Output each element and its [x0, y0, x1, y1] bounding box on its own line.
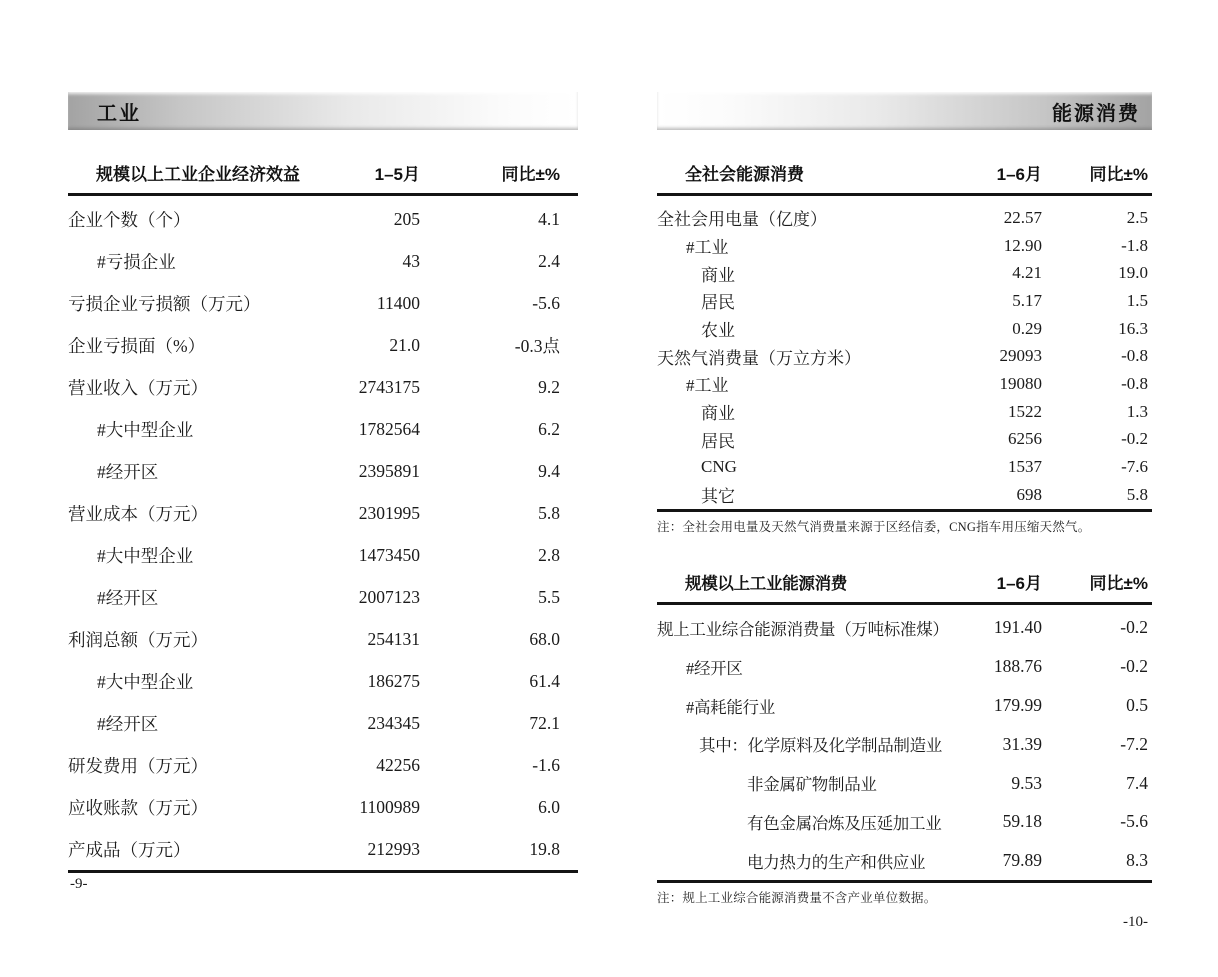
- row-yoy: 68.0: [529, 628, 560, 649]
- row-label: #高耗能行业: [686, 697, 775, 717]
- row-yoy: -0.8: [1121, 373, 1148, 393]
- table-row: [657, 426, 1152, 454]
- row-yoy: -7.6: [1121, 457, 1148, 477]
- table-row: [657, 398, 1152, 426]
- row-label: #亏损企业: [97, 251, 176, 272]
- row-yoy: 4.1: [538, 208, 560, 229]
- row-yoy: -7.2: [1120, 733, 1148, 754]
- row-yoy: 1.5: [1126, 290, 1148, 310]
- row-yoy: 5.8: [538, 502, 560, 523]
- row-yoy: 5.8: [1126, 484, 1148, 504]
- period-column-header: 1–6月: [996, 573, 1042, 593]
- table-row: [68, 240, 578, 282]
- row-label: #经开区: [97, 461, 159, 482]
- row-label: #经开区: [97, 587, 159, 608]
- table-footnote: 注：规上工业综合能源消费量不含产业单位数据。: [657, 891, 937, 906]
- table-row: [68, 534, 578, 576]
- row-value: 12.90: [1003, 235, 1042, 255]
- banner-title: 能源消费: [1052, 102, 1140, 125]
- row-value: 212993: [367, 838, 420, 859]
- row-value: 2007123: [358, 586, 420, 607]
- row-yoy: 7.4: [1126, 772, 1148, 793]
- row-value: 1100989: [359, 796, 420, 817]
- table-title: 全社会能源消费: [685, 165, 804, 184]
- row-yoy: 1.3: [1126, 401, 1148, 421]
- row-label: 产成品（万元）: [68, 839, 191, 860]
- banner-title: 工业: [97, 102, 141, 125]
- table-row: [657, 803, 1152, 842]
- industrial-energy-table: [657, 569, 1152, 932]
- table-row: [657, 204, 1152, 232]
- yoy-column-header: 同比±%: [1089, 573, 1148, 593]
- row-value: 43: [402, 250, 420, 271]
- table-row: [68, 408, 578, 450]
- row-label: #经开区: [686, 658, 743, 678]
- society-energy-table: [657, 160, 1152, 535]
- yoy-column-header: 同比±%: [1089, 165, 1148, 184]
- industry-benefit-table: [68, 160, 578, 873]
- table-row: [68, 702, 578, 744]
- row-label: 居民: [701, 293, 735, 313]
- row-label: 非金属矿物制品业: [747, 775, 877, 795]
- row-value: 19080: [999, 373, 1042, 393]
- table-body: [657, 196, 1152, 512]
- table-row: [657, 370, 1152, 398]
- row-yoy: -0.2: [1120, 617, 1148, 638]
- table-row: [657, 315, 1152, 343]
- page-industry: [68, 92, 578, 873]
- row-label: #经开区: [97, 713, 159, 734]
- table-row: [657, 725, 1152, 764]
- row-label: 有色金属冶炼及压延加工业: [747, 813, 942, 833]
- row-label: 商业: [701, 404, 735, 424]
- row-yoy: -0.3点: [514, 335, 560, 356]
- row-label: 其中：化学原料及化学制品制造业: [699, 736, 943, 756]
- row-yoy: -1.8: [1121, 235, 1148, 255]
- table-row: [657, 481, 1152, 509]
- row-value: 21.0: [389, 334, 420, 355]
- row-yoy: -0.2: [1120, 656, 1148, 677]
- table-footnote: 注：全社会用电量及天然气消费量来源于区经信委，CNG指车用压缩天然气。: [657, 519, 1091, 534]
- row-label: 居民: [701, 431, 735, 451]
- row-label: 应收账款（万元）: [68, 797, 208, 818]
- table-row: [68, 282, 578, 324]
- table-row: [68, 492, 578, 534]
- row-value: 188.76: [993, 656, 1042, 677]
- row-yoy: 0.5: [1126, 695, 1148, 716]
- table-row: [68, 324, 578, 366]
- table-header: [657, 160, 1152, 196]
- row-label: 企业亏损面（%）: [68, 335, 206, 356]
- row-yoy: 2.8: [538, 544, 560, 565]
- row-yoy: -1.6: [532, 754, 560, 775]
- row-value: 205: [393, 208, 420, 229]
- table-row: [657, 287, 1152, 315]
- row-yoy: 8.3: [1126, 850, 1148, 871]
- row-yoy: 9.4: [538, 460, 560, 481]
- row-label: 天然气消费量（万立方米）: [657, 348, 861, 368]
- page-number-right: -10-: [1123, 914, 1148, 931]
- table-row: [68, 744, 578, 786]
- row-value: 29093: [999, 346, 1042, 366]
- row-label: 其它: [701, 487, 735, 507]
- row-yoy: 5.5: [538, 586, 560, 607]
- row-value: 9.53: [1011, 772, 1042, 793]
- period-column-header: 1–5月: [374, 165, 420, 184]
- row-yoy: 6.2: [538, 418, 560, 439]
- row-label: #工业: [686, 376, 729, 396]
- row-value: 1473450: [358, 544, 420, 565]
- row-value: 698: [1016, 484, 1042, 504]
- row-value: 2743175: [358, 376, 420, 397]
- row-value: 79.89: [1002, 850, 1042, 871]
- row-value: 59.18: [1002, 811, 1042, 832]
- row-yoy: -0.2: [1121, 429, 1148, 449]
- row-value: 42256: [376, 754, 420, 775]
- table-row: [68, 660, 578, 702]
- row-label: #大中型企业: [97, 671, 194, 692]
- table-row: [657, 342, 1152, 370]
- row-value: 2301995: [358, 502, 420, 523]
- row-yoy: 19.8: [529, 838, 560, 859]
- table-row: [68, 828, 578, 870]
- row-label: #工业: [686, 238, 729, 258]
- row-label: #大中型企业: [97, 419, 194, 440]
- table-body: [657, 605, 1152, 884]
- row-yoy: -5.6: [532, 292, 560, 313]
- period-column-header: 1–6月: [996, 165, 1042, 184]
- row-value: 234345: [367, 712, 420, 733]
- table-row: [657, 609, 1152, 648]
- row-value: 6256: [1008, 429, 1042, 449]
- row-label: 农业: [701, 321, 735, 341]
- row-value: 22.57: [1003, 207, 1042, 227]
- table-header: [68, 160, 578, 196]
- table-row: [657, 764, 1152, 803]
- row-value: 2395891: [358, 460, 420, 481]
- row-label: 全社会用电量（亿度）: [657, 210, 827, 230]
- table-row: [68, 198, 578, 240]
- row-value: 254131: [367, 628, 420, 649]
- table-header: [657, 569, 1152, 605]
- row-value: 11400: [376, 292, 420, 313]
- table-row: [657, 647, 1152, 686]
- row-label: 亏损企业亏损额（万元）: [68, 293, 261, 314]
- row-value: 1537: [1008, 457, 1042, 477]
- table-row: [657, 686, 1152, 725]
- table-row: [68, 366, 578, 408]
- row-yoy: -0.8: [1121, 346, 1148, 366]
- row-value: 4.21: [1012, 263, 1042, 283]
- row-yoy: -5.6: [1120, 811, 1148, 832]
- table-title: 规模以上工业企业经济效益: [96, 165, 300, 184]
- row-value: 1522: [1008, 401, 1042, 421]
- row-label: 商业: [701, 265, 735, 285]
- row-value: 31.39: [1002, 733, 1042, 754]
- row-value: 5.17: [1012, 290, 1042, 310]
- row-yoy: 6.0: [538, 796, 560, 817]
- row-value: 191.40: [993, 617, 1042, 638]
- row-yoy: 2.4: [538, 250, 560, 271]
- row-yoy: 9.2: [538, 376, 560, 397]
- table-title: 规模以上工业能源消费: [685, 574, 848, 593]
- section-banner-industry: [68, 92, 578, 130]
- row-yoy: 16.3: [1118, 318, 1148, 338]
- section-banner-energy: [657, 92, 1152, 130]
- table-row: [657, 232, 1152, 260]
- table-row: [68, 786, 578, 828]
- row-label: 研发费用（万元）: [68, 755, 208, 776]
- row-label: 营业收入（万元）: [68, 377, 208, 398]
- table-row: [657, 259, 1152, 287]
- page-number-left: -9-: [70, 876, 88, 892]
- table-row: [68, 450, 578, 492]
- row-yoy: 19.0: [1118, 263, 1148, 283]
- table-row: [657, 841, 1152, 880]
- row-label: #大中型企业: [97, 545, 194, 566]
- table-row: [657, 453, 1152, 481]
- row-value: 0.29: [1012, 318, 1042, 338]
- page-energy: [657, 92, 1152, 931]
- row-value: 1782564: [358, 418, 420, 439]
- row-label: 利润总额（万元）: [68, 629, 208, 650]
- row-label: 企业个数（个）: [68, 209, 191, 230]
- row-label: 营业成本（万元）: [68, 503, 208, 524]
- row-yoy: 72.1: [529, 712, 560, 733]
- row-label: 规上工业综合能源消费量（万吨标准煤）: [657, 619, 949, 639]
- yoy-column-header: 同比±%: [501, 165, 560, 184]
- row-yoy: 61.4: [529, 670, 560, 691]
- table-row: [68, 576, 578, 618]
- row-value: 186275: [367, 670, 420, 691]
- table-row: [68, 618, 578, 660]
- table-body: [68, 196, 578, 873]
- row-yoy: 2.5: [1126, 207, 1148, 227]
- row-label: CNG: [701, 457, 737, 477]
- row-value: 179.99: [993, 695, 1042, 716]
- row-label: 电力热力的生产和供应业: [747, 852, 926, 872]
